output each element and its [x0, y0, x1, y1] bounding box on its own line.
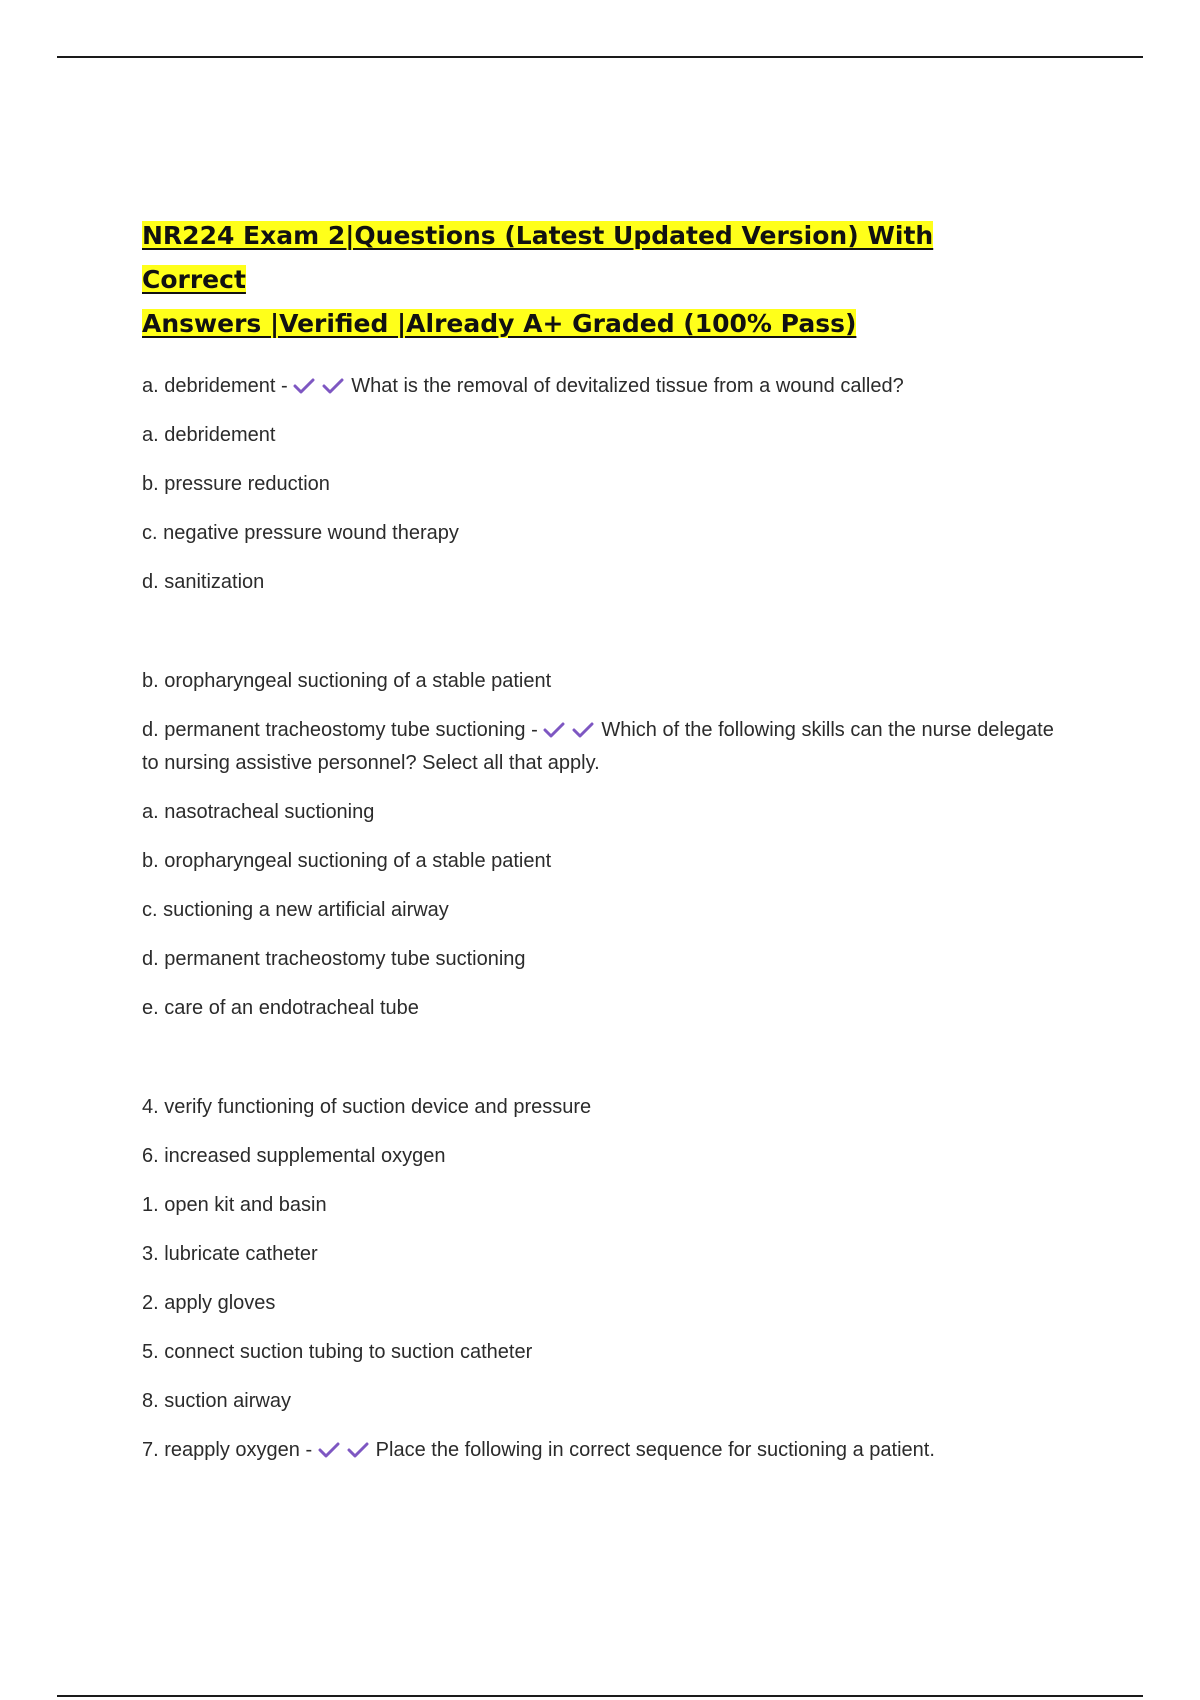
- bottom-rule: [57, 1695, 1143, 1697]
- answer-text: a. debridement -: [142, 375, 288, 397]
- top-rule: [57, 56, 1143, 58]
- sequence-step: 8. suction airway: [142, 1390, 291, 1412]
- sequence-step: 6. increased supplemental oxygen: [142, 1145, 446, 1167]
- question-answer-line: [142, 1434, 1072, 1467]
- option: b. oropharyngeal suctioning of a stable patient: [142, 850, 552, 872]
- option: d. permanent tracheostomy tube suctioning: [142, 948, 526, 970]
- title-line-1: NR224 Exam 2|Questions (Latest Updated Version) With Correct: [142, 221, 934, 294]
- question-1: [142, 370, 1072, 599]
- question-answer-line: [142, 714, 1072, 780]
- option: a. debridement: [142, 424, 276, 446]
- sequence-step: 2. apply gloves: [142, 1292, 276, 1314]
- check-icon: [347, 1441, 369, 1459]
- title-line-2: Answers |Verified |Already A+ Graded (100% Pass): [142, 309, 857, 338]
- pre-answer-line: b. oropharyngeal suctioning of a stable patient: [142, 670, 552, 692]
- sequence-step: 5. connect suction tubing to suction catheter: [142, 1341, 533, 1363]
- option: d. sanitization: [142, 571, 265, 593]
- check-icon: [543, 721, 565, 739]
- option: e. care of an endotracheal tube: [142, 997, 419, 1019]
- option: c. negative pressure wound therapy: [142, 522, 459, 544]
- question-3: [142, 1091, 1072, 1467]
- question-text: Place the following in correct sequence for suctioning a patient.: [375, 1439, 935, 1461]
- check-icon: [318, 1441, 340, 1459]
- option: c. suctioning a new artificial airway: [142, 899, 449, 921]
- option: a. nasotracheal suctioning: [142, 801, 375, 823]
- question-2: [142, 665, 1072, 1025]
- check-icon: [322, 377, 344, 395]
- answer-text: d. permanent tracheostomy tube suctioning -: [142, 719, 538, 741]
- question-text: Which of the following skills can the nurse delegate to nursing assistive personnel? Select all that apply.: [142, 719, 1054, 774]
- option: b. pressure reduction: [142, 473, 330, 495]
- answer-text: 7. reapply oxygen -: [142, 1439, 313, 1461]
- check-icon: [293, 377, 315, 395]
- question-answer-line: [142, 370, 1072, 403]
- document-body: [142, 370, 1072, 1483]
- sequence-step: 4. verify functioning of suction device and pressure: [142, 1096, 592, 1118]
- question-text: What is the removal of devitalized tissue from a wound called?: [351, 375, 904, 397]
- check-icon: [572, 721, 594, 739]
- sequence-step: 3. lubricate catheter: [142, 1243, 318, 1265]
- document-title: [142, 214, 1042, 346]
- sequence-step: 1. open kit and basin: [142, 1194, 327, 1216]
